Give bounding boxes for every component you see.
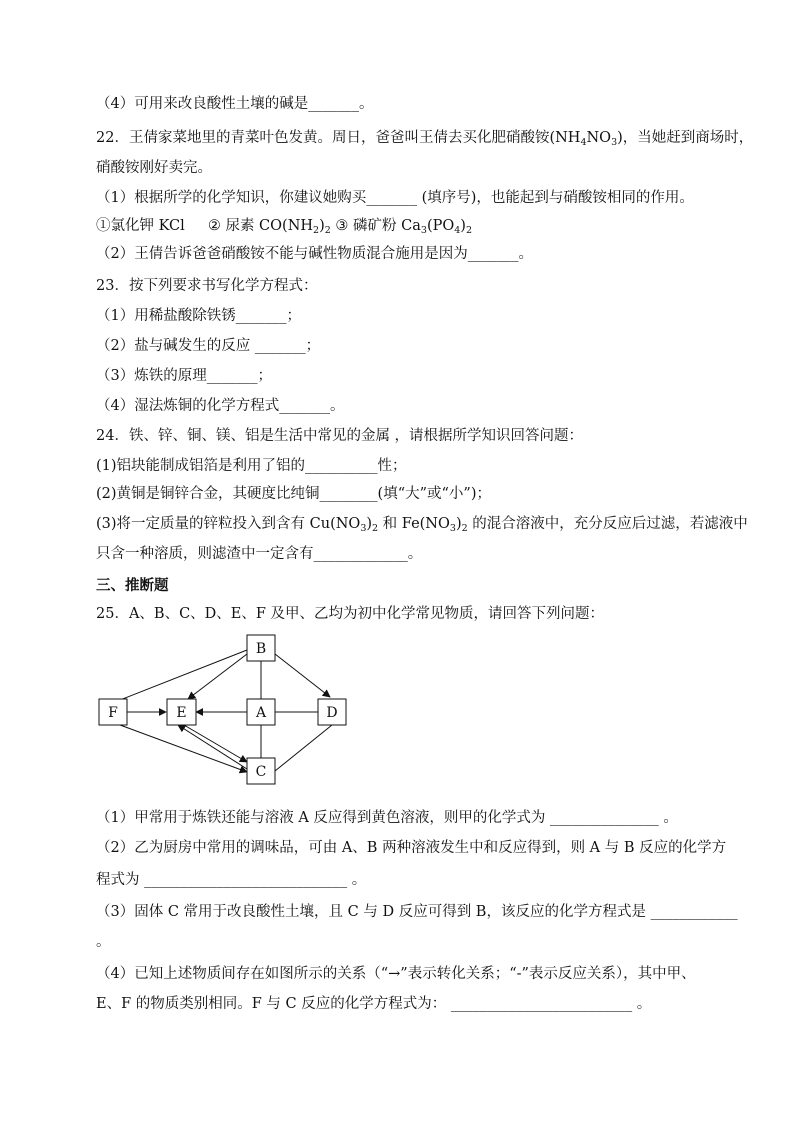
q24-sub1: (1)铝块能制成铝箔是利用了铝的__________性； (96, 458, 407, 474)
q25-sub2-line2: 程式为 ____________________________ 。 (96, 872, 367, 888)
q22-option-1: ①氯化钾 KCl (96, 218, 185, 234)
edge-f-b (120, 650, 247, 700)
node-a-label: A (255, 705, 267, 721)
edge-d-c (275, 725, 332, 771)
q24-sub2: (2)黄铜是铜锌合金，其硬度比纯铜________(填“大”或“小”)； (96, 486, 492, 502)
q23-item-2: （2）盐与碱发生的反应 _______； (96, 338, 321, 354)
q24-sub3-line2: 只含一种溶质，则滤渣中一定含有_____________。 (96, 546, 423, 562)
node-f-label: F (108, 705, 118, 721)
q22-option-3-part: ) (460, 218, 466, 234)
q25-sub1: （1）甲常用于炼铁还能与溶液 A 反应得到黄色溶液，则甲的化学式为 _______________ 。 (96, 810, 678, 826)
q24-sub3-part: ) (455, 516, 462, 532)
edge-c-e (178, 725, 247, 769)
q24-sub3-part: 的混合溶液中，充分反应后过滤，若滤液中 (467, 516, 748, 532)
q22-sub2: （2）王倩告诉爸爸硝酸铵不能与碱性物质混合施用是因为_______。 (96, 246, 533, 262)
q23-item-3: （3）炼铁的原理_______； (96, 368, 272, 384)
q22-stem-line1: 22．王倩家菜地里的青菜叶色发黄。周日，爸爸叫王倩去买化肥硝酸铵$(NH_4NO_3)$，当她赶到商场时， (96, 130, 754, 148)
node-b-label: B (255, 641, 267, 657)
q22-stem-part: 22．王倩家菜地里的青菜叶色发黄。周日，爸爸叫王倩去买化肥硝酸铵(NH (96, 130, 581, 146)
q25-sub3-line2: 。 (96, 934, 111, 950)
edge-f-c (120, 725, 247, 772)
q22-stem-part: NO (586, 130, 612, 146)
q25-sub4-line1: （4）已知上述物质间存在如图所示的关系（“→”表示转化关系；“-”表示反应关系），其中甲、 (96, 966, 696, 982)
q22-option-3: ③ 磷矿粉 $Ca_3(PO_4)_2$ (335, 218, 473, 236)
q25-sub3-line1: （3）固体 C 常用于改良酸性土壤，且 C 与 D 反应可得到 B，该反应的化学方程式是 ____________ (96, 904, 738, 920)
q25-relation-diagram (92, 632, 372, 792)
q25-sub2-line1: （2）乙为厨房中常用的调味品，可由 A、B 两种溶液发生中和反应得到，则 A 与 B 反应的化学方 (96, 840, 727, 856)
q22-option-2-part: ② 尿素 CO(NH (207, 218, 314, 234)
edge-b-d (275, 654, 330, 697)
q22-option-3-part: ③ 磷矿粉 Ca (335, 218, 421, 234)
q22-option-2-part: ) (319, 218, 325, 234)
q22-options (96, 216, 472, 236)
q24-stem: 24．铁、锌、铜、镁、铝是生活中常见的金属 ，请根据所学知识回答问题： (96, 428, 584, 444)
q21-sub4: （4）可用来改良酸性土壤的碱是_______。 (96, 96, 374, 112)
node-d-label: D (326, 705, 338, 721)
edge-b-e (188, 654, 247, 699)
q22-stem-line2: 硝酸铵刚好卖完。 (96, 160, 212, 176)
section-heading: 三、推断题 (96, 577, 169, 594)
node-e-label: E (176, 705, 187, 721)
node-c-label: C (255, 764, 267, 780)
q24-sub3-line1: (3)将一定质量的锌粒投入到含有 $Cu(NO_3)_2$ 和 $Fe(NO_3)_2$ 的混合溶液中，充分反应后过滤，若滤液中 (96, 516, 748, 534)
q25-stem: 25．A、B、C、D、E、F 及甲、乙均为初中化学常见物质，请回答下列问题： (96, 606, 605, 622)
q22-sub1: （1）根据所学的化学知识，你建议她购买_______ (填序号)，也能起到与硝酸铵相同的作用。 (96, 190, 694, 206)
q23-item-4: （4）湿法炼铜的化学方程式_______。 (96, 398, 345, 414)
q24-sub3-part: 和 Fe(NO (378, 516, 450, 532)
q22-option-2: ② 尿素 $CO(NH_2)_2$ (207, 218, 331, 236)
edge-e-c (184, 725, 247, 762)
q23-stem: 23．按下列要求书写化学方程式： (96, 278, 318, 294)
q22-option-3-part: (PO (426, 218, 455, 234)
q24-sub3-part: ) (366, 516, 373, 532)
q23-item-1: （1）用稀盐酸除铁锈_______； (96, 308, 301, 324)
q25-sub4-line2: E、F 的物质类别相同。F 与 C 反应的化学方程式为： _________________________ 。 (96, 996, 652, 1012)
q22-stem-part: )，当她赶到商场时， (617, 130, 754, 146)
q24-sub3-part: (3)将一定质量的锌粒投入到含有 Cu(NO (96, 516, 361, 532)
